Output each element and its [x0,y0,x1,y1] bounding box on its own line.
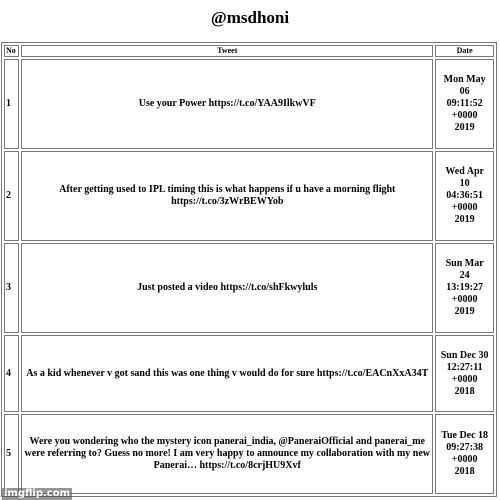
date-line: Tue Dec 18 [441,430,489,441]
date-line: Mon May [443,74,486,85]
date-line: Sun Dec 30 [440,349,489,361]
tweet-text: Use your Power https://t.co/YAA9IlkwVF [21,59,433,149]
tweet-date [435,59,494,149]
table-row [4,59,494,149]
header-row [4,45,494,57]
date-line: 12:27:11 [446,361,483,373]
date-line: 2019 [454,306,475,317]
date-line: +0000 [451,294,478,305]
row-number: 2 [4,151,19,241]
date-line: 10 [459,178,470,189]
date-line: 09:11:52 [446,98,483,109]
tweets-table [1,42,497,497]
date-line: 09:27:38 [446,442,483,453]
table-row [4,151,494,241]
date-line: 13:19:27 [446,282,483,293]
date-line: 2018 [454,466,475,477]
date-line: 06 [459,86,470,97]
header-no: No [4,45,19,57]
page-title: @msdhoni [210,8,290,27]
date-line: 04:36:51 [446,190,483,201]
date-line: Sun Mar [445,258,484,269]
tweet-date [435,335,494,412]
row-number: 3 [4,243,19,333]
tweet-text: After getting used to IPL timing this is what happens if u have a morning flight https://t.co/3zWrBEWYob [21,151,433,241]
table-row [4,414,494,494]
date-line: +0000 [451,110,478,121]
header-tweet: Tweet [21,45,433,57]
row-number: 4 [4,335,19,412]
date-line: 2019 [454,122,475,133]
date-line: +0000 [451,373,478,385]
tweet-text: As a kid whenever v got sand this was one thing v would do for sure https://t.co/EACnXxA34T [21,335,433,412]
table-row [4,243,494,333]
tweet-text: Were you wondering who the mystery icon panerai_india, @PaneraiOfficial and panerai_me were referring to? Guess no more! I am very happy to announce my collaboration with my new Panerai… https://t.co/8crjHU9Xvf [21,414,433,494]
date-line: +0000 [451,202,478,213]
date-line: 2018 [454,385,475,397]
row-number: 1 [4,59,19,149]
watermark: imgflip.com [4,488,71,499]
header-date: Date [435,45,494,57]
tweet-date [435,414,494,494]
tweet-date [435,151,494,241]
date-line: 24 [459,270,470,281]
date-line: +0000 [451,454,478,465]
date-line: Wed Apr [445,166,484,177]
table-row [4,335,494,412]
tweet-text: Just posted a video https://t.co/shFkwyluls [21,243,433,333]
tweet-date [435,243,494,333]
row-number: 5 [4,414,19,494]
date-line: 2019 [454,214,475,225]
